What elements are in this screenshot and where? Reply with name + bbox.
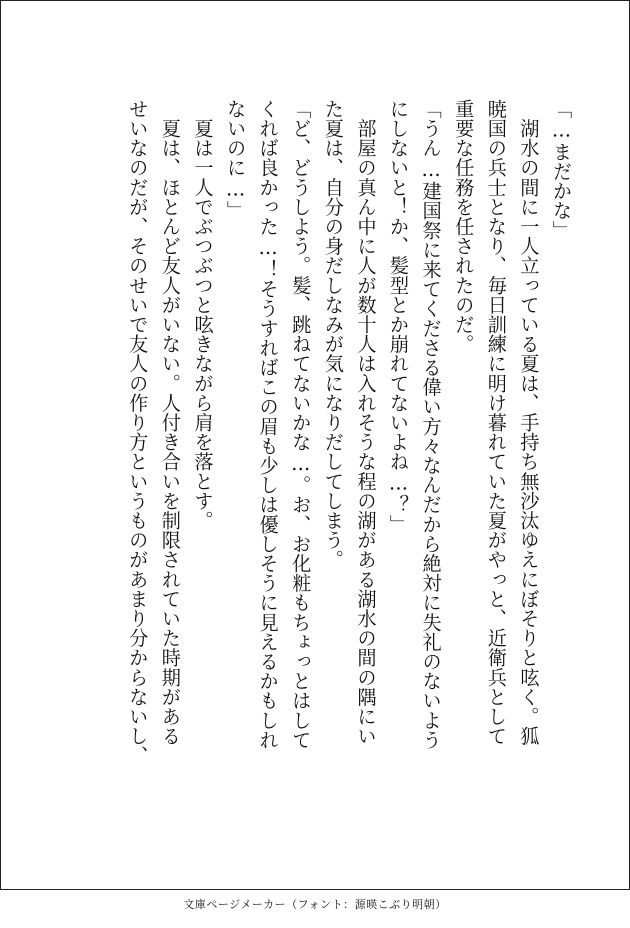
- footer-caption: 文庫ページメーカー（フォント：源暎こぶり明朝）: [183, 898, 447, 911]
- text-line-1: 「…まだかな」: [550, 99, 573, 240]
- vertical-text-body: [121, 99, 577, 819]
- text-line-2: 湖水の間に一人立っている夏は、手持ち無沙汰ゆえにぼそりと呟く。狐: [517, 99, 541, 746]
- text-line-10: くれば良かった…！そうすればこの眉も少しは優しそうに見えるかもしれ: [256, 99, 280, 750]
- text-line-6: にしないと！か、髪型とか崩れてないよね…？」: [387, 99, 411, 534]
- text-line-9: 「ど、どうしよう。髪、跳ねてないかな…。お、お化粧もちょっとはして: [289, 99, 313, 750]
- text-line-13: 夏は、ほとんど友人がいない。人付き合いを制限されていた時期がある: [158, 99, 182, 746]
- text-line-3: 暁国の兵士となり、毎日訓練に明け暮れていた夏がやっと、近衛兵として: [484, 99, 508, 746]
- text-line-4: 重要な任務を任されたのだ。: [452, 99, 476, 354]
- text-line-7: 部屋の真ん中に人が数十人は入れそうな程の湖がある湖水の間の隅にい: [354, 99, 378, 746]
- text-line-14: せいなのだが、そのせいで友人の作り方というものがあまり分からないし、: [126, 99, 150, 766]
- text-line-5: 「うん…建国祭に来てくださる偉い方々なんだから絶対に失礼のないよう: [419, 99, 443, 750]
- text-line-8: た夏は、自分の身だしなみが気になりだしてしまう。: [321, 99, 345, 570]
- text-line-11: ないのに…」: [224, 99, 248, 221]
- text-line-12: 夏は一人でぶつぶつと呟きながら肩を落とす。: [191, 99, 215, 531]
